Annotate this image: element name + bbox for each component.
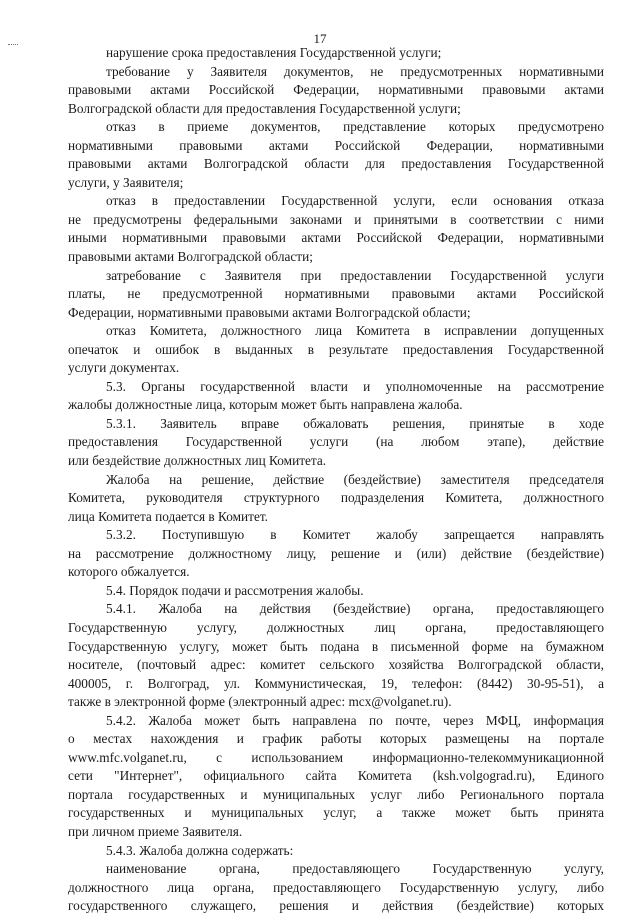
text-line: не предусмотрены федеральными законами и принятыми в соответствии с ними <box>68 211 604 227</box>
text-line: отказ в предоставлении Государственной услуги, если основания отказа <box>106 193 604 209</box>
text-line: Комитета, руководителя структурного подразделения Комитета, должностного <box>68 490 604 506</box>
text-line: на рассмотрение должностному лицу, решение и (или) действие (бездействие) <box>68 545 604 561</box>
text-line: 5.3.2. Поступившую в Комитет жалобу запрещается направлять <box>106 527 604 543</box>
text-line: Федерации, нормативными правовыми актами Волгоградской области; <box>68 304 471 320</box>
text-line: 5.4. Порядок подачи и рассмотрения жалобы. <box>106 582 364 598</box>
text-line: государственного служащего, решения и действия (бездействие) которых <box>68 898 604 914</box>
text-line: Государственную услугу, может быть подана в письменной форме на бумажном <box>68 638 604 654</box>
text-line: лица Комитета подается в Комитет. <box>68 508 268 524</box>
text-line: услуги документах. <box>68 360 180 376</box>
text-line: жалобы должностные лица, которым может быть направлена жалоба. <box>68 397 463 413</box>
text-line: при личном приеме Заявителя. <box>68 823 243 839</box>
text-line: предоставления Государственной услуги (на любом этапе), действие <box>68 434 604 450</box>
text-line: 5.4.1. Жалоба на действия (бездействие) органа, предоставляющего <box>106 601 604 617</box>
text-line: отказ Комитета, должностного лица Комитета в исправлении допущенных <box>106 323 604 339</box>
text-line: Жалоба на решение, действие (бездействие) заместителя председателя <box>106 471 604 487</box>
text-line: государственных и муниципальных услуг, а также может быть принята <box>68 805 604 821</box>
text-line: должностного лица органа, предоставляющего Государственную услугу, либо <box>68 879 604 895</box>
text-line: портала государственных и муниципальных услуг либо Регионального портала <box>68 786 604 802</box>
text-line: отказ в приеме документов, представление которых предусмотрено <box>106 119 604 135</box>
text-line: 400005, г. Волгоград, ул. Коммунистическая, 19, телефон: (8442) 30-95-51), а <box>68 675 604 691</box>
text-line: услуги, у Заявителя; <box>68 174 184 190</box>
text-line: сети "Интернет", официального сайта Комитета (ksh.volgograd.ru), Единого <box>68 768 604 784</box>
text-line: требование у Заявителя документов, не предусмотренных нормативными <box>106 63 604 79</box>
text-line: также в электронной форме (электронный адрес: mcx@volganet.ru). <box>68 694 452 710</box>
margin-mark <box>8 44 18 49</box>
text-line: www.mfc.volganet.ru, с использованием информационно-телекоммуникационной <box>68 749 604 765</box>
text-line: наименование органа, предоставляющего Государственную услугу, <box>106 861 604 877</box>
page-number: 17 <box>313 31 327 46</box>
text-line: Волгоградской области для предоставления Государственной услуги; <box>68 100 461 116</box>
text-line: 5.4.2. Жалоба может быть направлена по почте, через МФЦ, информация <box>106 712 604 728</box>
text-line: 5.3.1. Заявитель вправе обжаловать решения, принятые в ходе <box>106 415 604 431</box>
text-line: о местах нахождения и график работы которых размещены на портале <box>68 731 604 747</box>
text-line: которого обжалуется. <box>68 564 190 580</box>
document-body <box>68 44 604 916</box>
text-line: правовыми актами Волгоградской области для предоставления Государственной <box>68 156 604 172</box>
text-line: нарушение срока предоставления Государственной услуги; <box>106 45 442 60</box>
text-line: или бездействие должностных лиц Комитета. <box>68 453 327 469</box>
text-line: 5.3. Органы государственной власти и уполномоченные на рассмотрение <box>106 378 604 394</box>
text-line: нормативными правовыми актами Российской Федерации, нормативными <box>68 137 604 153</box>
text-line: опечаток и ошибок в выданных в результате предоставления Государственной <box>68 341 604 357</box>
text-line: носителе, (почтовый адрес: комитет сельского хозяйства Волгоградской области, <box>68 657 604 673</box>
text-line: правовыми актами Российской Федерации, нормативными правовыми актами <box>68 82 604 98</box>
text-line: правовыми актами Волгоградской области; <box>68 249 313 265</box>
text-line: затребование с Заявителя при предоставлении Государственной услуги <box>106 267 604 283</box>
text-line: Государственную услугу, должностных лиц органа, предоставляющего <box>68 619 604 635</box>
text-line: 5.4.3. Жалоба должна содержать: <box>106 842 294 858</box>
text-line: иными нормативными правовыми актами Российской Федерации, нормативными <box>68 230 604 246</box>
text-line: платы, не предусмотренной нормативными правовыми актами Российской <box>68 286 604 302</box>
